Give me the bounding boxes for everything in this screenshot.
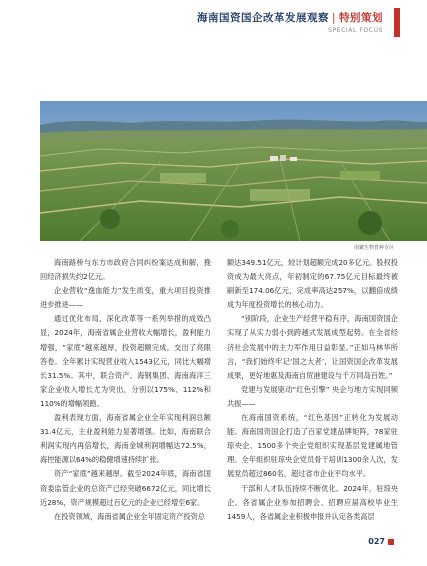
landscape-photo bbox=[40, 101, 427, 241]
paragraph: 在投资领域，海南省属企业全年固定资产投资总 bbox=[54, 511, 205, 521]
paragraph: 盈利表现方面，海南省属企业全年实现利润总额31.4亿元，主业盈利能力显著增强。比如，海南联合利润实现内再倍增长，海南金城利润增幅达72.5%，海控能源以64%的稳健增速持续扩张。 bbox=[40, 413, 211, 465]
section-label-en: SPECIAL FOCUS bbox=[328, 27, 383, 34]
right-text-column bbox=[227, 256, 398, 524]
paragraph: 在海南国资系统，“红色基因”正转化为发展动能。海南国资国企打造了百家党建品牌矩阵，78家驻琼央企、1500多个央企党组织实现基层党建属地管理。全年组织驻琼央企党员骨干培训1300余人次，发展党员超过860名，超过省市企业平均水平。 bbox=[227, 413, 398, 479]
page-number-marker bbox=[388, 539, 394, 545]
column-title: 海南国资国企改革发展观察 bbox=[196, 12, 329, 24]
page-header bbox=[0, 0, 427, 48]
page-number bbox=[368, 537, 394, 546]
section-label: 特别策划 bbox=[339, 12, 383, 24]
section-heading: 企业营收“逸血能力”发生质变，重大项目投资推进步推进—— bbox=[40, 286, 211, 310]
aerial-farmland-image bbox=[40, 101, 427, 241]
paragraph: “别阶段，企业生产经营平稳有序，海南国资国企实现了从实力弱小到跨越式发展成型起势。在全省经济社会发展中的主力军作用日益彰显。”正如马林华所言，“我们始终牢记‘国之大者’，让国资国企改革发展成果，更好地惠及海南自贸港建设与千万同岛百姓。” bbox=[227, 314, 398, 380]
paragraph: 通过优化布局、深化改革等一系列举措的成效凸显，2024年，海南省属企业营收大幅增长，盈利能力增强，“家底”越来越厚，投资超额完成，交出了亮眼答卷。全年累计实现营业收入1543亿元，同比大幅增长31.5%。其中，联合资产、海钢集团、海南海洋三家企业收入增长尤为突出，分别以175%、112%和110%的增幅领跑。 bbox=[40, 314, 211, 408]
section-heading: 党建与发展驱动“红色引擎” 央企与地方实现同频共振—— bbox=[227, 384, 398, 408]
running-title bbox=[197, 10, 383, 25]
header-accent-bar bbox=[394, 8, 400, 37]
page-number-text: 027 bbox=[368, 537, 385, 546]
title-separator: | bbox=[331, 12, 336, 24]
paragraph: 资产“家底”越来越厚。截至2024年底，海南省国资委监管企业的总资产已经突破6672亿元，同比增长近28%，资产规模超过百亿元的企业已经增至6家。 bbox=[40, 469, 211, 507]
left-text-column bbox=[40, 256, 211, 524]
paragraph: 额达349.51亿元，较计划超额完成20多亿元。股权投资成为最大亮点，年初制定的67.75亿元目标最终被刷新至174.06亿元，完成率高达257%，以翻倍成绩成为年度投资增长的核心动力。 bbox=[227, 258, 398, 310]
paragraph: 海南路桥与东方市政府合同纠纷案达成和解，挽回经济损失约2亿元。 bbox=[40, 258, 211, 282]
paragraph: 干部和人才队伍持续不断优化。2024年，驻琼央企、各省属企业参加招聘会、招聘应届高校毕业生1459人，各省属企业积极申报并认定各类高层 bbox=[227, 483, 398, 521]
photo-caption: 南繁生物育种专区 bbox=[353, 245, 394, 251]
